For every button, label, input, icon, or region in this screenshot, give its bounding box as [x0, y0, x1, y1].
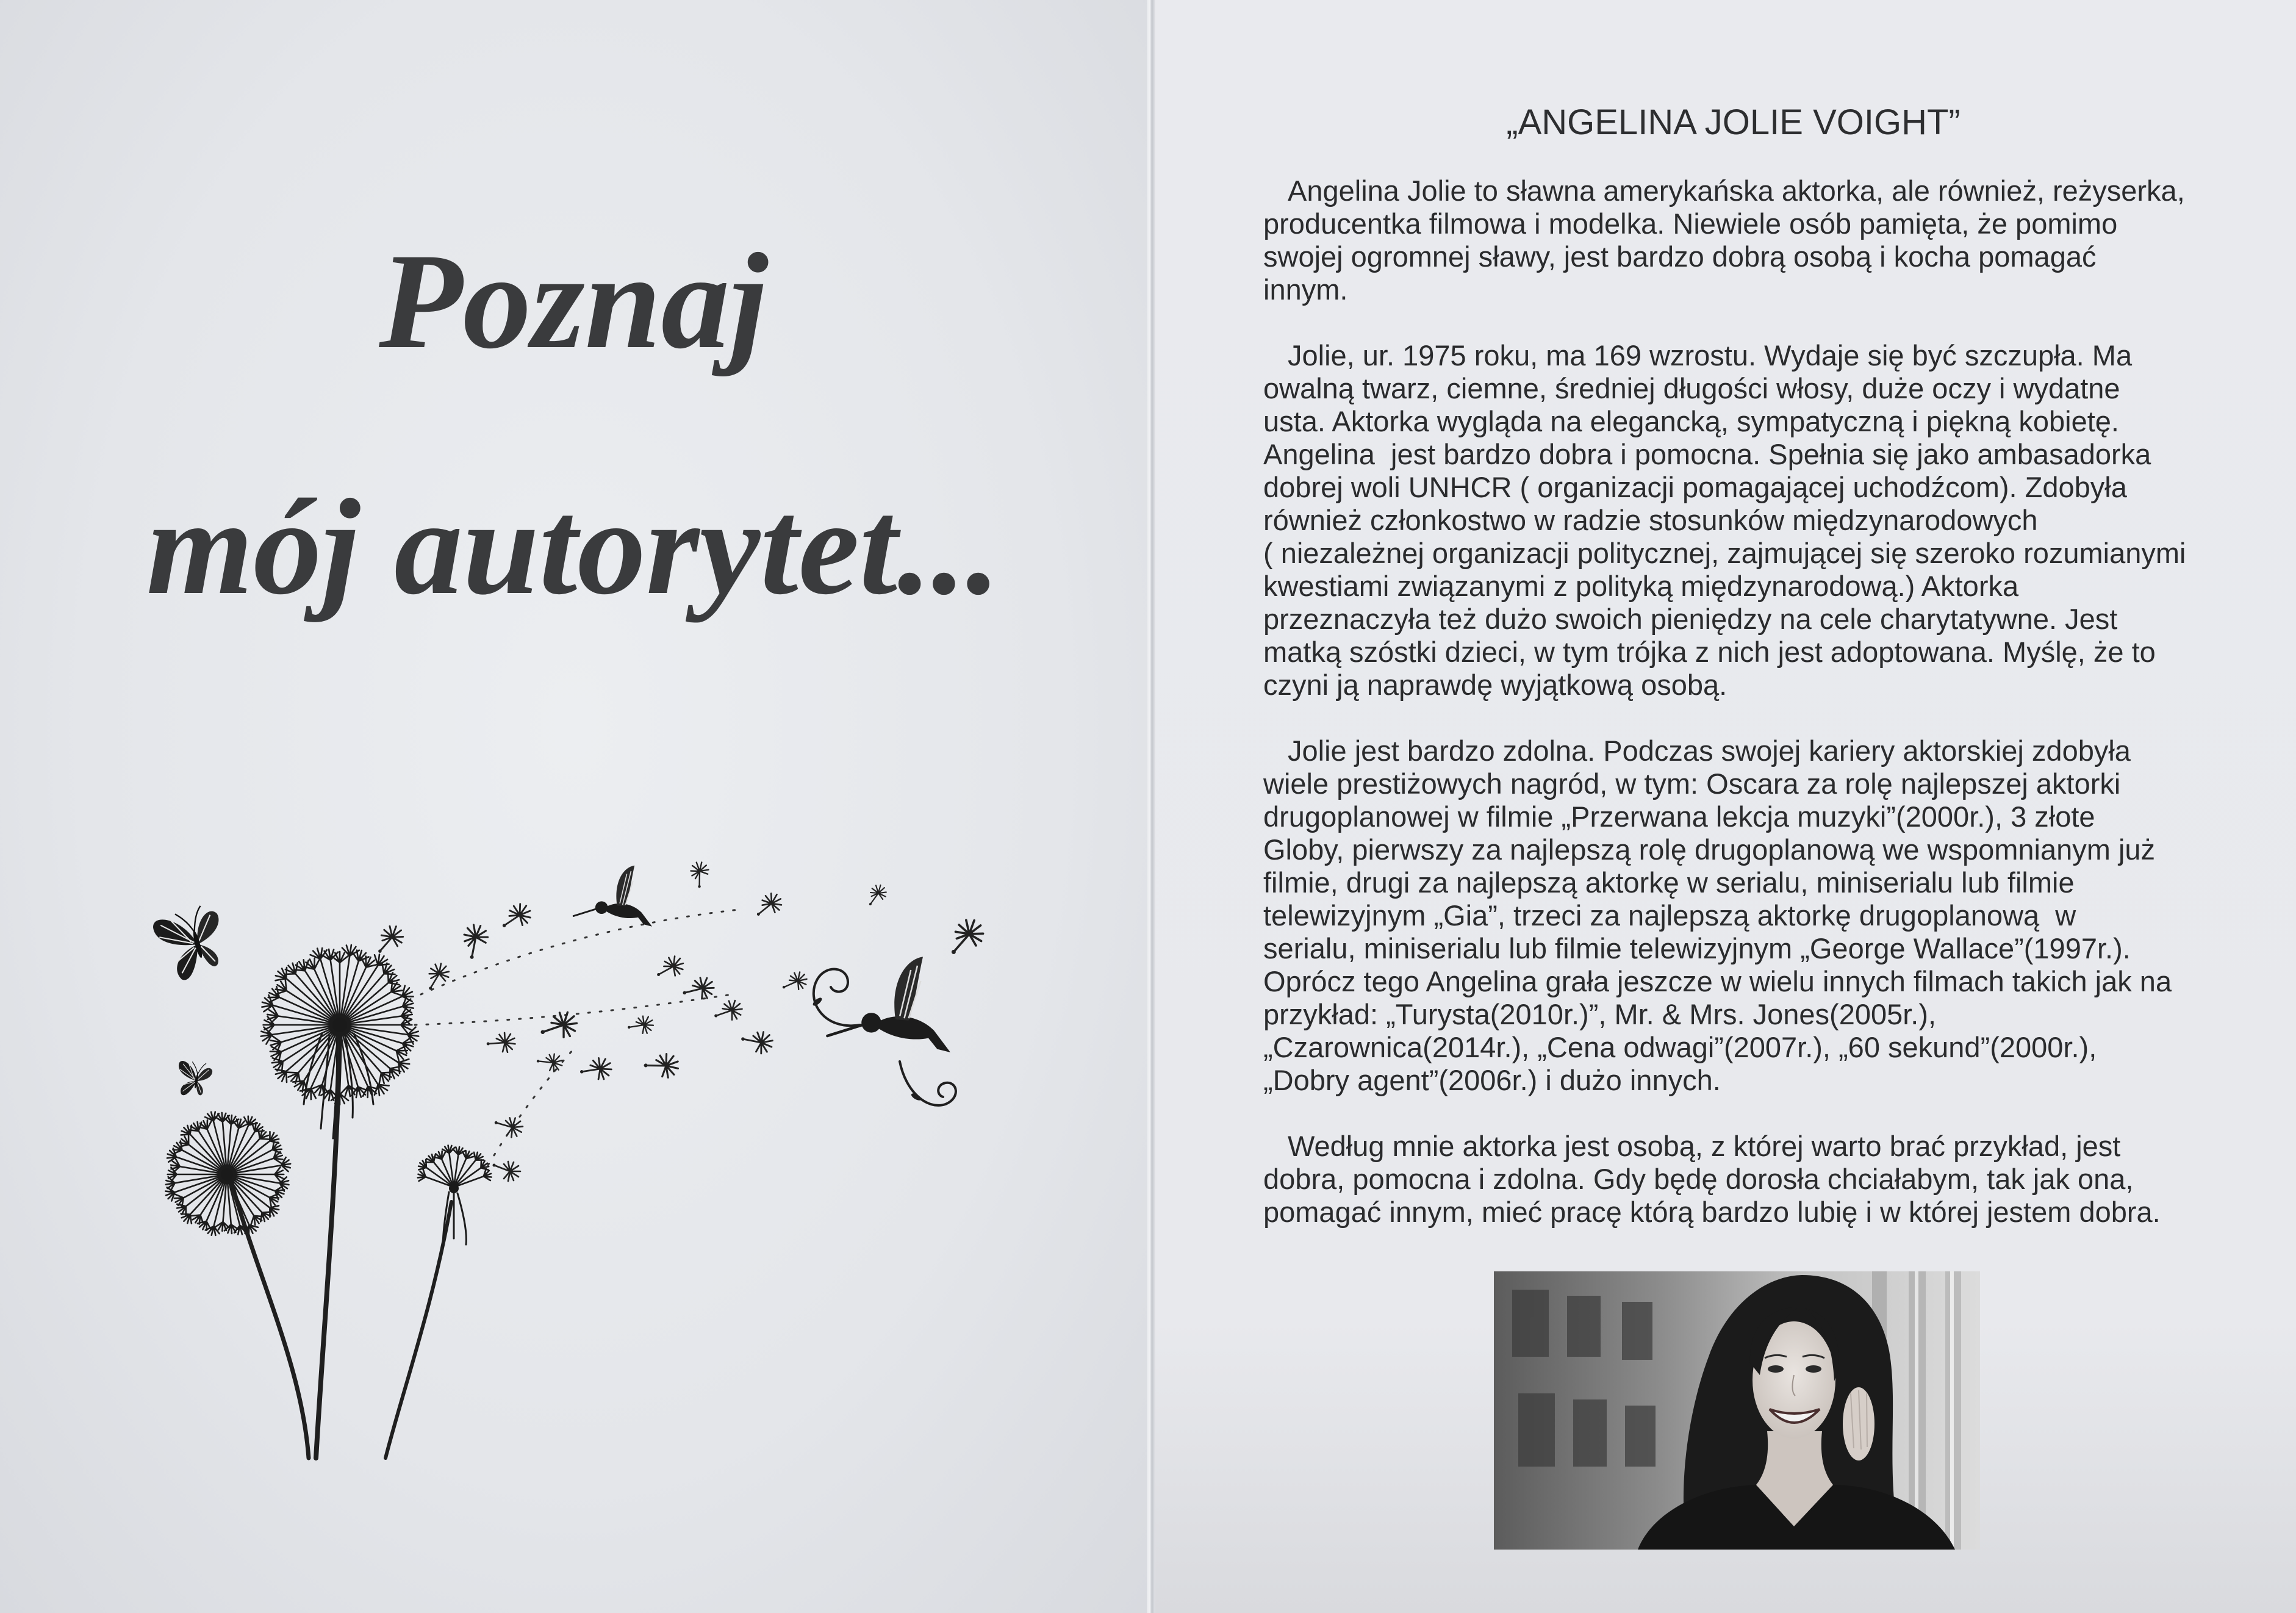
dandelion-seed — [688, 860, 713, 889]
dandelion-seed — [781, 968, 811, 998]
dandelion-stem — [232, 1184, 309, 1458]
paragraph — [1263, 174, 2215, 306]
dandelion-center — [449, 1184, 459, 1193]
text-line: Według mnie aktorka jest osobą, z której warto brać przykład, jest — [1288, 1130, 2121, 1162]
dandelion-seed — [536, 1052, 564, 1075]
dandelion-seed — [867, 883, 888, 909]
dandelion-seed — [494, 1117, 523, 1139]
dandelion-center — [221, 1168, 233, 1180]
paragraph — [1263, 339, 2215, 702]
seed-trail — [415, 994, 732, 1025]
text-line: przykład: „Turysta(2010r.)”, Mr. & Mrs. Jones(2005r.), — [1263, 998, 1937, 1030]
dandelion-seed — [485, 1029, 518, 1058]
seed-trail — [488, 1049, 573, 1165]
text-line: kwestiami związanymi z polityką międzynarodową.) Aktorka — [1263, 570, 2019, 602]
article-body — [1263, 174, 2215, 1262]
hummingbird — [573, 866, 652, 927]
portrait-photo — [1494, 1271, 1980, 1550]
text-line: czyni ją naprawdę wyjątkową osobą. — [1263, 669, 1727, 701]
butterfly — [174, 1059, 214, 1100]
dandelion-seed — [741, 1030, 774, 1056]
text-line: serialu, miniserialu lub filmie telewizyjnym „George Wallace”(1997r.). — [1263, 932, 2131, 965]
text-line: pomagać innym, mieć pracę którą bardzo lubię i w której jestem dobra. — [1263, 1196, 2161, 1228]
text-line: dobra, pomocna i zdolna. Gdy będę dorosła chciałabym, tak jak ona, — [1263, 1163, 2134, 1195]
text-line: również członkostwo w radzie stosunków międzynarodowych — [1263, 504, 2038, 536]
text-line: owalną twarz, ciemne, średniej długości włosy, duże oczy i wydatne — [1263, 372, 2120, 404]
text-line: Jolie jest bardzo zdolna. Podczas swojej kariery aktorskiej zdobyła — [1288, 735, 2131, 767]
text-line: „Czarownica(2014r.), „Cena odwagi”(2007r.), „60 sekund”(2000r.), — [1263, 1031, 2097, 1063]
dandelion-seed — [462, 923, 491, 960]
text-line: producentka filmowa i modelka. Niewiele osób pamięta, że pomimo — [1263, 207, 2118, 240]
cover-title-line-1: Poznaj — [379, 225, 768, 377]
text-line: telewizyjnym „Gia”, trzeci za najlepszą aktorkę drugoplanową w — [1263, 899, 2076, 932]
dandelion-seed — [493, 1162, 521, 1181]
hummingbird — [827, 957, 950, 1052]
text-line: Globy, pierwszy za najlepszą rolę drugoplanową we wspomnianym już — [1263, 833, 2156, 866]
right-page — [1155, 0, 2296, 1613]
text-line: matką szóstki dzieci, w tym trójka z nich jest adoptowana. Myślę, że to — [1263, 636, 2156, 668]
dandelion-seed — [948, 916, 987, 961]
text-line: innym. — [1263, 273, 1348, 306]
text-line: przeznaczyła też dużo swoich pieniędzy na cele charytatywne. Jest — [1263, 603, 2118, 635]
dandelion-center — [332, 1018, 347, 1032]
dandelion-seed — [755, 889, 785, 923]
text-line: usta. Aktorka wygląda na elegancką, sympatyczną i piękną kobietę. — [1263, 405, 2119, 437]
paragraph — [1263, 1130, 2215, 1229]
text-line: filmie, drugi za najlepszą aktorkę w serialu, miniserialu lub filmie — [1263, 866, 2075, 899]
cover-title-line-2: mój autorytet... — [146, 470, 1000, 623]
text-line: swojej ogromnej sławy, jest bardzo dobrą osobą i kocha pomagać — [1263, 240, 2097, 273]
dandelion-seed — [712, 996, 746, 1029]
text-line: „Dobry agent”(2006r.) i dużo innych. — [1263, 1064, 1721, 1096]
dandelion-seed — [681, 973, 718, 1008]
left-page — [0, 0, 1147, 1613]
dandelion-seed — [538, 1007, 582, 1049]
article-title: „ANGELINA JOLIE VOIGHT” — [1506, 102, 1961, 142]
eye — [1768, 1365, 1784, 1373]
dandelion-seed — [626, 1013, 657, 1040]
dandelion-seed — [426, 961, 450, 992]
dandelion-illustration — [146, 842, 1037, 1470]
text-line: dobrej woli UNHCR ( organizacji pomagającej uchodźcom). Zdobyła — [1263, 471, 2127, 503]
text-line: Angelina jest bardzo dobra i pomocna. Spełnia się jako ambasadorka — [1263, 438, 2151, 470]
page-fold — [1147, 0, 1155, 1613]
text-line: Jolie, ur. 1975 roku, ma 169 wzrostu. Wydaje się być szczupła. Ma — [1288, 339, 2133, 372]
text-line: Oprócz tego Angelina grała jeszcze w wielu innych filmach takich jak na — [1263, 965, 2172, 997]
dandelion-seed — [376, 922, 406, 958]
dandelion-head — [418, 1145, 492, 1187]
text-line: wiele prestiżowych nagród, w tym: Oscara za rolę najlepszej aktorki — [1263, 767, 2121, 800]
eye — [1806, 1365, 1821, 1373]
dandelion-stem — [386, 1202, 451, 1458]
dandelion-seed — [578, 1054, 615, 1088]
text-line: drugoplanowej w filmie „Przerwana lekcja muzyki”(2000r.), 3 złote — [1263, 800, 2095, 833]
paragraph — [1263, 735, 2215, 1097]
dandelion-seed — [655, 952, 687, 986]
dandelion-seed — [500, 900, 536, 937]
butterfly — [151, 902, 232, 985]
text-line: ( niezależnej organizacji politycznej, zajmującej się szeroko rozumianymi — [1263, 537, 2186, 569]
text-line: Angelina Jolie to sławna amerykańska aktorka, ale również, reżyserka, — [1288, 174, 2185, 207]
dandelion-seed — [642, 1051, 681, 1084]
